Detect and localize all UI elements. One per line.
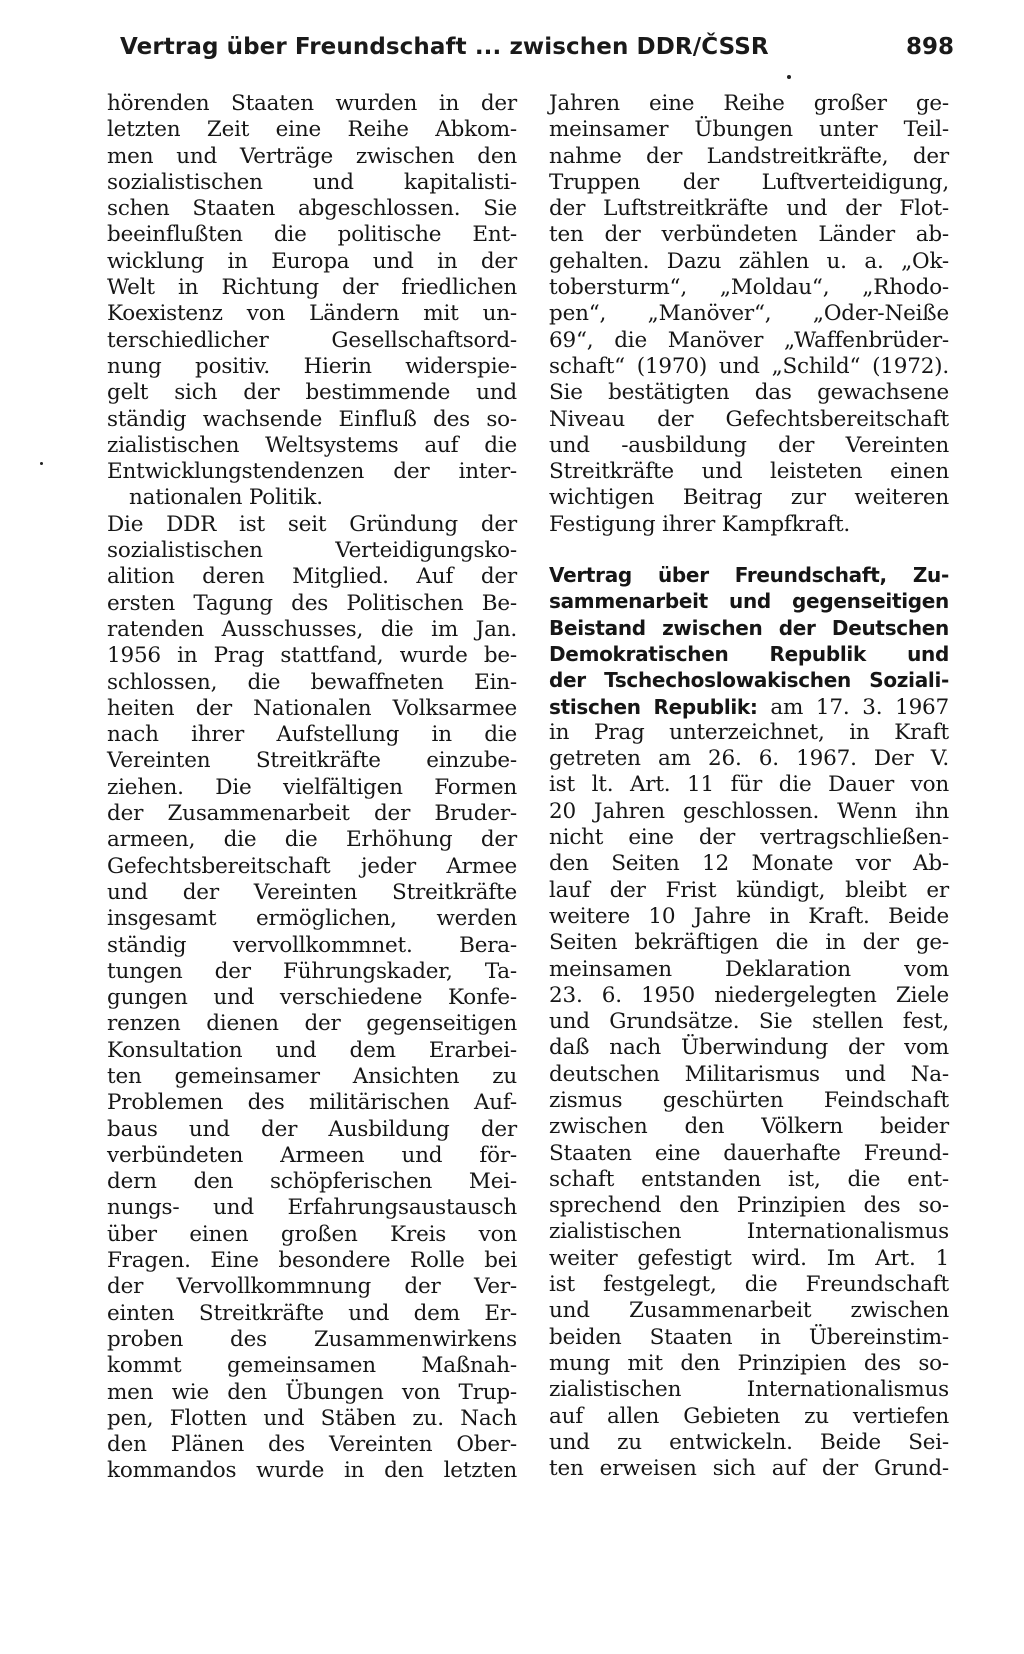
text-line: lauf der Frist kündigt, bleibt er	[549, 877, 949, 903]
text-line: men wie den Übungen von Trup-	[107, 1379, 517, 1405]
text-line: der Vervollkommnung der Ver-	[107, 1274, 517, 1300]
text-line: 69“, die Manöver „Waffenbrüder-	[549, 327, 949, 353]
text-line: Truppen der Luftverteidigung,	[549, 169, 949, 195]
text-line: Koexistenz von Ländern mit un-	[107, 301, 517, 327]
text-line: ersten Tagung des Politischen Be-	[107, 590, 517, 616]
text-line: ist festgelegt, die Freundschaft	[549, 1272, 949, 1298]
text-line: wicklung in Europa und in der	[107, 248, 517, 274]
text-line: gelt sich der bestimmende und	[107, 380, 517, 406]
text-line: gehalten. Dazu zählen u. a. „Ok-	[549, 248, 949, 274]
text-line: sozialistischen und kapitalisti-	[107, 169, 517, 195]
text-line: baus und der Ausbildung der	[107, 1116, 517, 1142]
text-line: ten gemeinsamer Ansichten zu	[107, 1063, 517, 1089]
text-line: auf allen Gebieten zu vertiefen	[549, 1403, 949, 1429]
text-line: den Plänen des Vereinten Ober-	[107, 1432, 517, 1458]
text-line: ständig wachsende Einfluß des so-	[107, 406, 517, 432]
text-line: kommandos wurde in den letzten	[107, 1458, 517, 1484]
entry-date-text: am 17. 3. 1967	[757, 694, 950, 720]
text-line: insgesamt ermöglichen, werden	[107, 906, 517, 932]
entry-heading-line: Demokratischen Republik und	[549, 641, 949, 666]
text-line: 20 Jahren geschlossen. Wenn ihn	[549, 798, 949, 824]
text-line: 1956 in Prag stattfand, wurde be-	[107, 643, 517, 669]
text-line: nach ihrer Aufstellung in die	[107, 722, 517, 748]
text-line: weitere 10 Jahre in Kraft. Beide	[549, 903, 949, 929]
text-line: und Grundsätze. Sie stellen fest,	[549, 1009, 949, 1035]
entry-heading-line: der Tschechoslowakischen Soziali-	[549, 668, 949, 693]
text-line: ziehen. Die vielfältigen Formen	[107, 774, 517, 800]
entry-heading-mixed-line	[549, 694, 949, 720]
text-line: und der Vereinten Streitkräfte	[107, 879, 517, 905]
text-line: heiten der Nationalen Volksarmee	[107, 695, 517, 721]
text-line: nungs- und Erfahrungsaustausch	[107, 1195, 517, 1221]
text-line: nicht eine der vertragschließen-	[549, 825, 949, 851]
text-line: wichtigen Beitrag zur weiteren	[549, 485, 949, 511]
text-line: über einen großen Kreis von	[107, 1221, 517, 1247]
text-line: pen, Flotten und Stäben zu. Nach	[107, 1405, 517, 1431]
entry-heading-end: stischen Republik:	[549, 694, 758, 719]
text-line: Seiten bekräftigen die in der ge-	[549, 930, 949, 956]
text-line: daß nach Überwindung der vom	[549, 1035, 949, 1061]
header-title: Vertrag über Freundschaft ... zwischen DDR/ČSSR	[120, 34, 769, 60]
text-line: weiter gefestigt wird. Im Art. 1	[549, 1245, 949, 1271]
text-line: sprechend den Prinzipien des so-	[549, 1193, 949, 1219]
text-line: Entwicklungstendenzen der inter-	[107, 459, 517, 485]
entry-heading-line: Vertrag über Freundschaft, Zu-	[549, 563, 949, 588]
text-line: und Zusammenarbeit zwischen	[549, 1298, 949, 1324]
text-line: tungen der Führungskader, Ta-	[107, 958, 517, 984]
text-line: ständig vervollkommnet. Bera-	[107, 932, 517, 958]
text-line: proben des Zusammenwirkens	[107, 1326, 517, 1352]
right-column	[549, 91, 949, 1482]
entry-treaty-ddr-cssr	[549, 562, 949, 1482]
text-line: kommt gemeinsamen Maßnah-	[107, 1353, 517, 1379]
text-line: ist lt. Art. 11 für die Dauer von	[549, 772, 949, 798]
text-line: tobersturm“, „Moldau“, „Rhodo-	[549, 275, 949, 301]
text-line: alition deren Mitglied. Auf der	[107, 564, 517, 590]
text-line: Sie bestätigten das gewachsene	[549, 380, 949, 406]
text-line: beiden Staaten in Übereinstim-	[549, 1324, 949, 1350]
text-line: ten der verbündeten Länder ab-	[549, 222, 949, 248]
text-line: der Luftstreitkräfte und der Flot-	[549, 196, 949, 222]
text-line: deutschen Militarismus und Na-	[549, 1061, 949, 1087]
paragraph-joint-exercises	[549, 91, 949, 538]
text-line: der Zusammenarbeit der Bruder-	[107, 801, 517, 827]
text-line: und zu entwickeln. Beide Sei-	[549, 1429, 949, 1455]
text-line: Konsultation und dem Erarbei-	[107, 1037, 517, 1063]
text-line: armeen, die die Erhöhung der	[107, 827, 517, 853]
text-line: meinsamen Deklaration vom	[549, 956, 949, 982]
text-line: schen Staaten abgeschlossen. Sie	[107, 196, 517, 222]
text-line: renzen dienen der gegenseitigen	[107, 1011, 517, 1037]
text-line: Die DDR ist seit Gründung der	[107, 511, 517, 537]
text-line: ratenden Ausschusses, die im Jan.	[107, 616, 517, 642]
text-line: Fragen. Eine besondere Rolle bei	[107, 1248, 517, 1274]
text-line: den Seiten 12 Monate vor Ab-	[549, 851, 949, 877]
text-line: in Prag unterzeichnet, in Kraft	[549, 719, 949, 745]
entry-heading-line: Beistand zwischen der Deutschen	[549, 615, 949, 640]
text-line: gungen und verschiedene Konfe-	[107, 985, 517, 1011]
text-line: schlossen, die bewaffneten Ein-	[107, 669, 517, 695]
text-line: nahme der Landstreitkräfte, der	[549, 143, 949, 169]
text-line: Problemen des militärischen Auf-	[107, 1090, 517, 1116]
text-line: letzten Zeit eine Reihe Abkom-	[107, 117, 517, 143]
text-line: nung positiv. Hierin widerspie-	[107, 353, 517, 379]
text-line: und -ausbildung der Vereinten	[549, 432, 949, 458]
text-line: Niveau der Gefechtsbereitschaft	[549, 406, 949, 432]
text-line: 23. 6. 1950 niedergelegten Ziele	[549, 982, 949, 1008]
text-line: beeinflußten die politische Ent-	[107, 222, 517, 248]
text-line: Vereinten Streitkräfte einzube-	[107, 748, 517, 774]
entry-heading-line: sammenarbeit und gegenseitigen	[549, 589, 949, 614]
text-line: einten Streitkräfte und dem Er-	[107, 1300, 517, 1326]
print-speck	[40, 462, 43, 465]
text-line: Welt in Richtung der friedlichen	[107, 275, 517, 301]
text-line: ten erweisen sich auf der Grund-	[549, 1456, 949, 1482]
text-line: dern den schöpferischen Mei-	[107, 1169, 517, 1195]
text-line: zialistischen Internationalismus	[549, 1377, 949, 1403]
text-line: men und Verträge zwischen den	[107, 143, 517, 169]
page-number: 898	[905, 34, 954, 60]
text-line: getreten am 26. 6. 1967. Der V.	[549, 746, 949, 772]
text-line: terschiedlicher Gesellschaftsord-	[107, 327, 517, 353]
text-line: schaft entstanden ist, die ent-	[549, 1166, 949, 1192]
text-line: Jahren eine Reihe großer ge-	[549, 91, 949, 116]
text-line: pen“, „Manöver“, „Oder-Neiße	[549, 301, 949, 327]
text-line: meinsamer Übungen unter Teil-	[549, 117, 949, 143]
text-line: Festigung ihrer Kampfkraft.	[549, 511, 851, 537]
left-column	[107, 91, 517, 1485]
text-line: Staaten eine dauerhafte Freund-	[549, 1140, 949, 1166]
text-line: verbündeten Armeen und för-	[107, 1142, 517, 1168]
paragraph-gap	[549, 538, 949, 562]
paragraph-ddr-membership	[107, 512, 517, 1485]
paragraph-international-agreements	[107, 91, 517, 512]
text-line: nationalen Politik.	[129, 485, 323, 511]
text-line: zialistischen Weltsystems auf die	[107, 432, 517, 458]
text-line: Gefechtsbereitschaft jeder Armee	[107, 853, 517, 879]
text-line: sozialistischen Verteidigungsko-	[107, 538, 517, 564]
text-line: hörenden Staaten wurden in der	[107, 91, 517, 116]
running-header	[120, 34, 954, 74]
text-line: Streitkräfte und leisteten einen	[549, 459, 949, 485]
text-line: zwischen den Völkern beider	[549, 1114, 949, 1140]
text-line: zismus geschürten Feindschaft	[549, 1087, 949, 1113]
text-line: zialistischen Internationalismus	[549, 1219, 949, 1245]
text-line: schaft“ (1970) und „Schild“ (1972).	[549, 353, 949, 379]
print-speck	[787, 75, 791, 79]
text-line: mung mit den Prinzipien des so-	[549, 1350, 949, 1376]
